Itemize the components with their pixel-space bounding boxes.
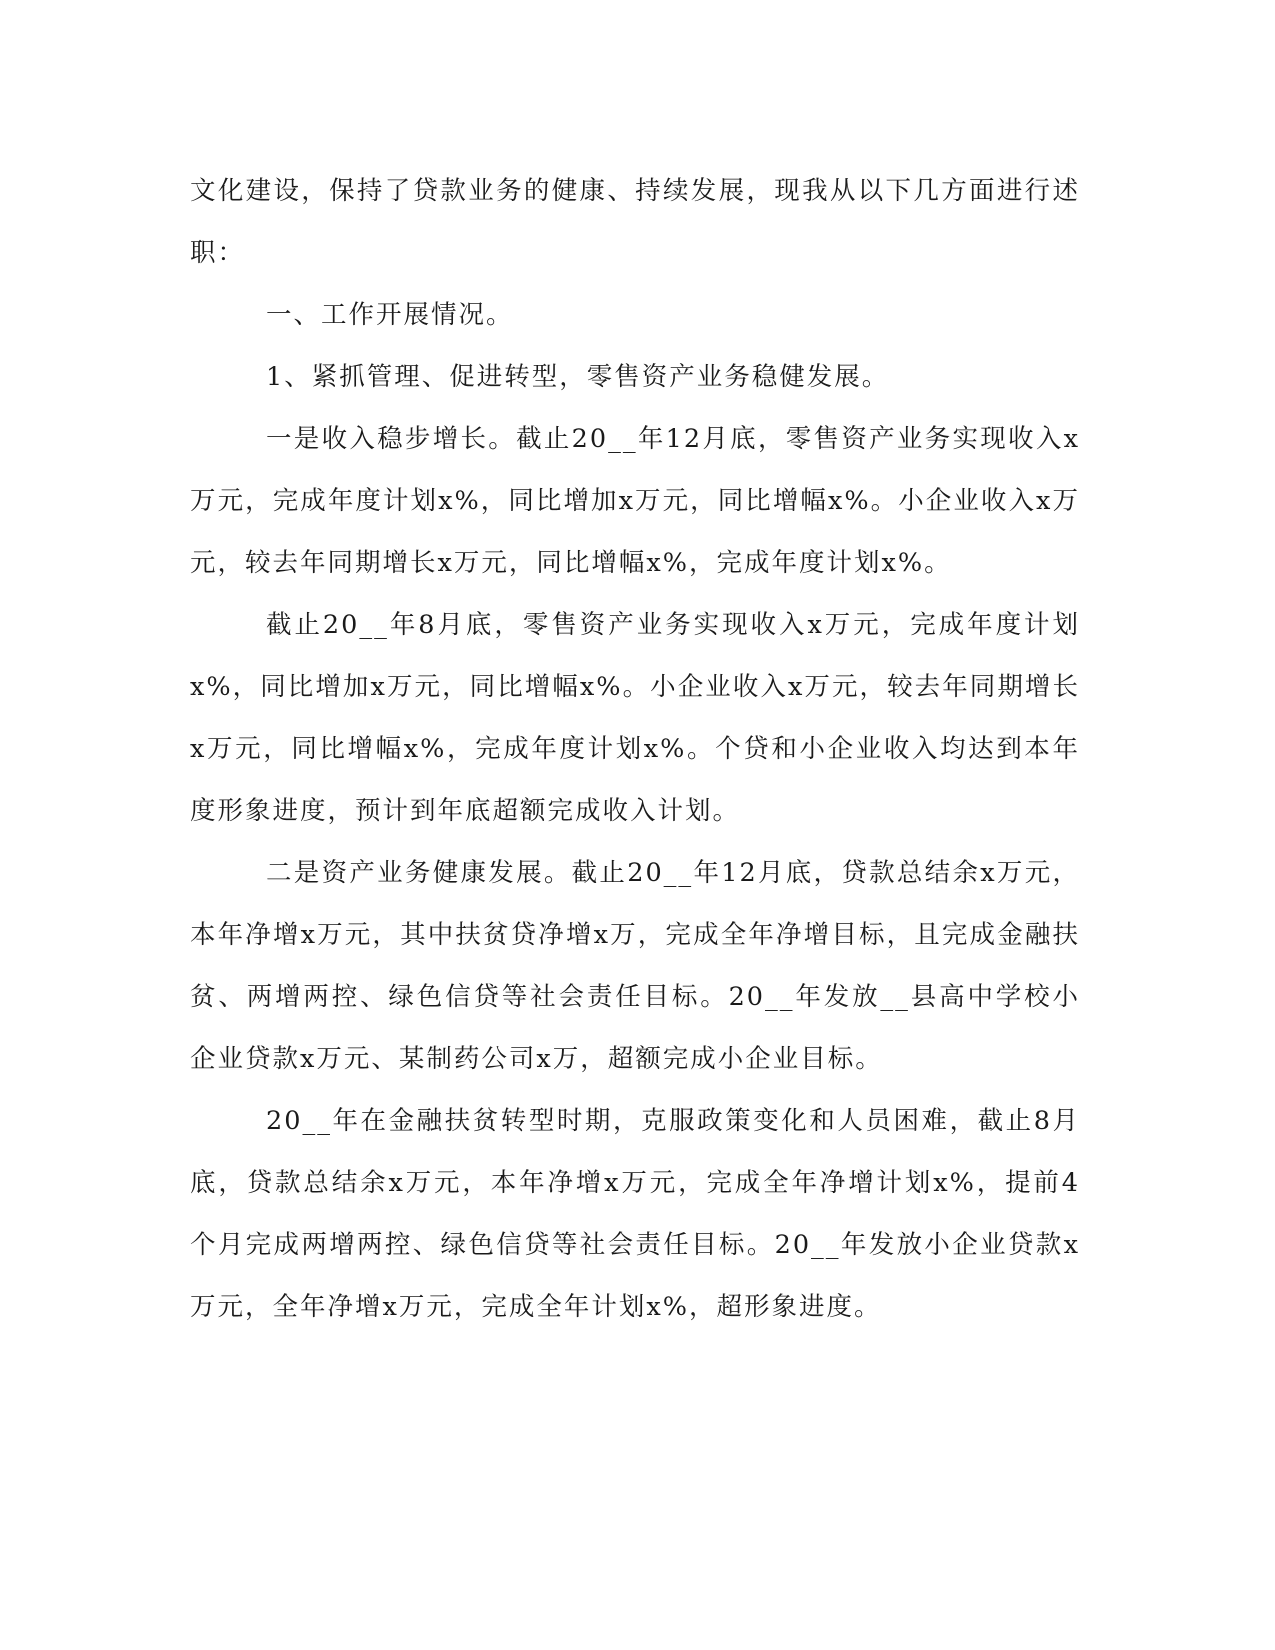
paragraph-1: 文化建设，保持了贷款业务的健康、持续发展，现我从以下几方面进行述职： xyxy=(190,176,1080,268)
paragraph-2: 一、工作开展情况。 xyxy=(266,300,514,330)
paragraph-6: 二是资产业务健康发展。截止20__年12月底，贷款总结余x万元，本年净增x万元，其中扶贫贷净增x万，完成全年净增目标，且完成金融扶贫、两增两控、绿色信贷等社会责任目标。20__年发放__县高中学校小企业贷款x万元、某制药公司x万，超额完成小企业目标。 xyxy=(190,858,1080,1074)
paragraph-7: 20__年在金融扶贫转型时期，克服政策变化和人员困难，截止8月底，贷款总结余x万元，本年净增x万元，完成全年净增计划x%，提前4个月完成两增两控、绿色信贷等社会责任目标。20__年发放小企业贷款x万元，全年净增x万元，完成全年计划x%，超形象进度。 xyxy=(190,1106,1080,1322)
paragraph-5: 截止20__年8月底，零售资产业务实现收入x万元，完成年度计划x%，同比增加x万元，同比增幅x%。小企业收入x万元，较去年同期增长x万元，同比增幅x%，完成年度计划x%。个贷和小企业收入均达到本年度形象进度，预计到年底超额完成收入计划。 xyxy=(190,610,1080,826)
paragraph-4: 一是收入稳步增长。截止20__年12月底，零售资产业务实现收入x万元，完成年度计划x%，同比增加x万元，同比增幅x%。小企业收入x万元，较去年同期增长x万元，同比增幅x%，完成年度计划x%。 xyxy=(190,424,1080,578)
paragraph-3: 1、紧抓管理、促进转型，零售资产业务稳健发展。 xyxy=(266,362,890,392)
document-body xyxy=(190,160,1080,1338)
